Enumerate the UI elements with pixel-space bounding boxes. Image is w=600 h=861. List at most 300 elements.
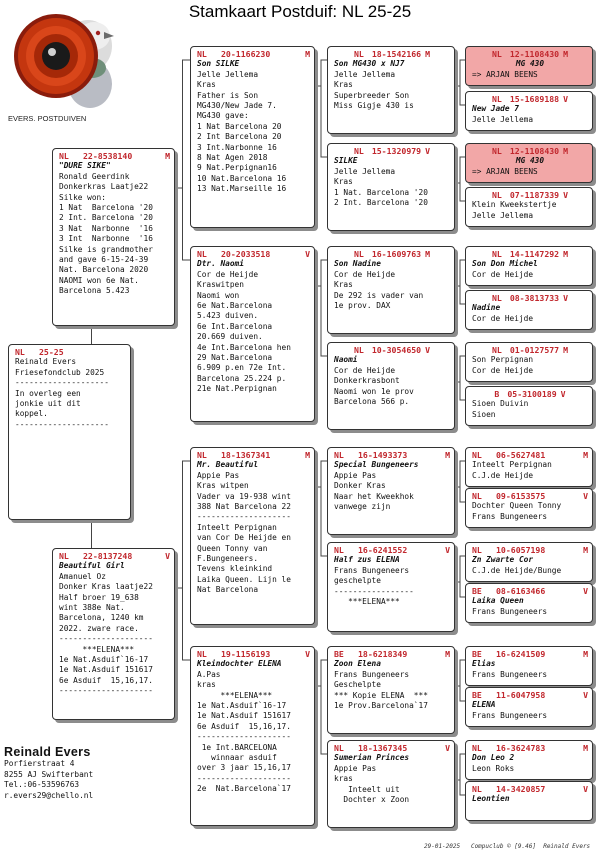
sex-marker: M — [563, 146, 569, 156]
pigeon-info-line: Kras — [197, 80, 216, 90]
pigeon-card-g4-13 — [465, 646, 593, 686]
pigeon-info-line: Cor de Heijde — [472, 269, 534, 279]
pigeon-card-sdd — [327, 342, 455, 430]
pigeon-card-ddd — [327, 740, 455, 828]
sex-marker: V — [425, 345, 431, 355]
connector-sss-g4-2 — [455, 86, 465, 105]
pigeon-info-line: Inteelt uit — [334, 784, 400, 794]
sex-marker: M — [563, 249, 569, 259]
ring-id: 18-6218349 — [358, 649, 408, 659]
logo-caption: EVERS. POSTDUIVEN — [8, 114, 87, 123]
pigeon-info-line: Donker Kras laatje22 — [59, 582, 153, 592]
pigeon-info-line: Jelle Jellema — [197, 69, 259, 79]
pigeon-info-line: 2022. zware race. — [59, 623, 139, 633]
ring-country: NL — [353, 249, 364, 259]
ring-id: 20-1166230 — [221, 49, 271, 59]
ring-id: 16-6241552 — [358, 545, 408, 555]
ring-id: 18-1367345 — [358, 743, 408, 753]
ring-country: NL — [491, 190, 502, 200]
pigeon-info-line: 20.669 duiven. — [197, 332, 263, 342]
sex-marker: M — [583, 743, 588, 753]
pigeon-card-g4-4 — [465, 187, 593, 227]
pigeon-name: Leontien — [472, 794, 510, 804]
pigeon-info-line: Kras witpen — [197, 481, 249, 491]
connector-ds-dsd — [315, 487, 327, 556]
ring-country: NL — [59, 151, 69, 161]
sex-marker: M — [445, 649, 450, 659]
pigeon-info-line: Jelle Jellema — [472, 114, 534, 124]
pigeon-info-line: Queen Tonny van — [197, 543, 268, 553]
connector-dsd-g4-11 — [455, 556, 465, 582]
pigeon-card-ss — [190, 46, 315, 228]
ring-id: 11-6047958 — [496, 690, 546, 700]
pigeon-card-sd — [190, 246, 315, 422]
connector-sds-g4-5 — [455, 260, 465, 286]
sex-marker: V — [563, 190, 569, 200]
pigeon-name: Mr. Beautiful — [197, 460, 259, 470]
pigeon-info-line: 2 Int Barcelona 20 — [197, 132, 282, 142]
pigeon-info-line: => ARJAN BEENS — [472, 166, 538, 176]
pigeon-card-g4-6 — [465, 290, 593, 330]
pigeon-info-line: Superbreeder Son — [334, 90, 410, 100]
sex-marker: M — [583, 649, 588, 659]
ring-id: 10-6057198 — [496, 545, 546, 555]
ring-id: 10-3054650 — [371, 345, 422, 355]
pigeon-info-line: MG430/New Jade 7. — [197, 101, 277, 111]
pigeon-info-line: ***ELENA*** — [197, 690, 273, 700]
pigeon-name: Don Leo 2 — [472, 753, 515, 763]
sex-marker: V — [563, 94, 569, 104]
ring-number — [472, 649, 588, 659]
ring-country: NL — [353, 345, 364, 355]
ring-number — [334, 49, 450, 59]
pigeon-card-dss — [327, 447, 455, 535]
pigeon-info-line: -------------------- — [59, 634, 153, 644]
connector-ds-dss — [315, 461, 327, 487]
pigeon-card-g4-11 — [465, 542, 593, 582]
ring-country: NL — [491, 293, 502, 303]
pigeon-info-line: -------------------- — [15, 419, 109, 429]
ring-number — [472, 190, 588, 200]
connector-sd-sdd — [315, 286, 327, 356]
ring-country: NL — [353, 49, 364, 59]
pigeon-info-line: Donker Kras — [334, 481, 386, 491]
ring-country: NL — [472, 743, 482, 753]
pigeon-info-line: 1e Nat.Asduif 151617 — [59, 665, 153, 675]
ring-id: 08-6163466 — [496, 586, 546, 596]
pigeon-card-dd — [190, 646, 315, 826]
pigeon-card-g4-2 — [465, 91, 593, 131]
ring-number — [472, 491, 588, 501]
pigeon-info-line: Amanuel Oz — [59, 571, 106, 581]
pigeon-info-line: Barcelona 566 p. — [334, 397, 410, 407]
pigeon-card-sss — [327, 46, 455, 134]
pigeon-info-line: Barcelona, 1240 km — [59, 613, 144, 623]
sex-marker: V — [305, 249, 310, 259]
pigeon-info-line: Laika Queen. Lijn le — [197, 574, 291, 584]
pigeon-info-line: Friesefondclub 2025 — [15, 367, 105, 377]
ring-number — [472, 345, 588, 355]
pigeon-info-line: 8 Nat Agen 2018 — [197, 153, 268, 163]
pigeon-info-line: Donkerkrasbont — [334, 376, 400, 386]
pigeon-card-g4-10 — [465, 488, 593, 528]
pigeon-info-line: Cor de Heijde — [197, 269, 259, 279]
ring-country: NL — [472, 491, 482, 501]
pigeon-name: Laika Queen — [472, 596, 524, 606]
ring-number — [334, 146, 450, 156]
pigeon-name: Son Nadine — [334, 259, 381, 269]
pigeon-info-line: Donkerkras Laatje22 — [59, 182, 149, 192]
ring-number — [472, 389, 588, 399]
pigeon-info-line: jonkie uit dit — [15, 399, 81, 409]
ring-number — [472, 249, 588, 259]
ring-id: 19-1156193 — [221, 649, 271, 659]
pigeon-name: MG 430 — [515, 156, 545, 166]
owner-block — [4, 745, 164, 801]
ring-country: NL — [491, 249, 502, 259]
pigeon-info-line: Kraswitpen — [197, 280, 244, 290]
connector-dds-g4-14 — [455, 686, 465, 701]
pigeon-info-line: ----------------- — [334, 586, 414, 596]
pigeon-info-line: Cor de Heijde — [472, 313, 534, 323]
pigeon-name: Half zus ELENA — [334, 555, 400, 565]
pigeon-info-line: and gave 6-15-24-39 — [59, 255, 149, 265]
pigeon-info-line: Frans Bungeneers — [472, 511, 548, 521]
ring-country: BE — [472, 690, 482, 700]
connector-dsd-g4-12 — [455, 582, 465, 597]
pigeon-card-sire — [52, 148, 175, 326]
pigeon-info-line: 1e Nat.Asduif`16-17 — [59, 655, 149, 665]
ring-country: NL — [59, 551, 69, 561]
pigeon-info-line: 3 Int.Narbonne 16 — [197, 142, 277, 152]
sex-marker: V — [305, 649, 310, 659]
connector-sdd-g4-7 — [455, 356, 465, 382]
pigeon-info-line: Appie Pas — [197, 470, 240, 480]
ring-number — [15, 347, 126, 357]
sex-marker: M — [425, 49, 431, 59]
connector-ss-ssd — [315, 86, 327, 157]
connector-ss-sss — [315, 60, 327, 86]
pigeon-info-line: 1e prov. DAX — [334, 301, 391, 311]
ring-id: 20-2033518 — [221, 249, 271, 259]
ring-country: NL — [491, 345, 502, 355]
pigeon-info-line: Inteelt Perpignan — [472, 460, 552, 470]
connector-ssd-g4-3 — [455, 157, 465, 183]
pigeon-info-line: 13 Nat.Marseille 16 — [197, 184, 287, 194]
pigeon-info-line: -------------------- — [197, 773, 291, 783]
pigeon-info-line: 5.423 duiven. — [197, 311, 259, 321]
ring-id: 16-1493373 — [358, 450, 408, 460]
pigeon-info-line: Sioen Duivin — [472, 399, 529, 409]
sex-marker: V — [560, 389, 566, 399]
pigeon-info-line: Silke is grandmother — [59, 244, 153, 254]
owner-phone: Tel.:06-53596763 — [4, 780, 80, 789]
ring-number — [197, 49, 310, 59]
ring-number — [472, 450, 588, 460]
pigeon-info-line: Tevens kleinkind — [197, 564, 273, 574]
pigeon-info-line: C.J.de Heijde — [472, 470, 534, 480]
pigeon-info-line: Klein Kweekstertje — [472, 200, 557, 210]
ring-id: 12-1108430 — [509, 49, 560, 59]
pigeon-info-line: Miss Gigje 430 is — [334, 101, 414, 111]
pigeon-info-line: Frans Bungeneers — [334, 669, 410, 679]
pigeon-info-line: MG430 gave: — [197, 111, 249, 121]
ring-number — [334, 743, 450, 753]
owner-email: r.evers29@chello.nl — [4, 790, 94, 800]
ring-id: 01-0127577 — [509, 345, 560, 355]
ring-number — [472, 545, 588, 555]
pigeon-info-line: Dochter Queen Tonny — [472, 501, 562, 511]
pigeon-info-line: Naomi won — [197, 290, 240, 300]
owner-postcode: 8255 AJ Swifterbant — [4, 769, 94, 779]
ring-country: B — [494, 389, 500, 399]
ring-id: 16-3624783 — [496, 743, 546, 753]
pigeon-name: "DURE SIKE" — [59, 161, 111, 171]
ring-id: 16-1609763 — [371, 249, 422, 259]
pigeon-info-line: Nat. Barcelona 2020 — [59, 265, 149, 275]
owner-name: Reinald Evers — [4, 745, 91, 759]
ring-country: NL — [472, 545, 482, 555]
ring-number — [472, 94, 588, 104]
ring-id: 08-3813733 — [509, 293, 560, 303]
ring-country: BE — [472, 586, 482, 596]
connector-dd-ddd — [315, 686, 327, 754]
sex-marker: M — [563, 49, 569, 59]
ring-number — [472, 49, 588, 59]
pigeon-info-line: Naar het Kweekhok — [334, 491, 414, 501]
ring-country: BE — [334, 649, 344, 659]
pigeon-info-line: Leon Roks — [472, 763, 515, 773]
owner-address: Porfierstraat 4 — [4, 759, 75, 768]
pigeon-card-dsd — [327, 542, 455, 632]
ring-number — [334, 345, 450, 355]
pigeon-info-line: 4e Int.Barcelona hen — [197, 342, 291, 352]
pigeon-info-line: Kras — [334, 80, 353, 90]
pigeon-info-line: 1e Nat.Asduif 151617 — [197, 711, 291, 721]
connector-sire-ss — [175, 60, 190, 188]
ring-id: 14-1147292 — [509, 249, 560, 259]
pigeon-info-line: Cor de Heijde — [472, 365, 534, 375]
ring-country: NL — [472, 784, 482, 794]
pigeon-info-line: Ronald Geerdink — [59, 171, 130, 181]
pigeon-info-line: over 3 jaar 15,16,17 — [197, 763, 291, 773]
pigeon-info-line: Cor de Heijde — [334, 365, 396, 375]
pigeon-info-line: 3 Nat Narbonne '16 — [59, 223, 153, 233]
pigeon-card-g4-3 — [465, 143, 593, 183]
pigeon-info-line: Silke won: — [59, 192, 106, 202]
ring-id: 09-6153575 — [496, 491, 546, 501]
ring-number — [472, 293, 588, 303]
connector-sd-sds — [315, 260, 327, 286]
pigeon-info-line: Jelle Jellema — [472, 210, 534, 220]
pigeon-card-dam — [52, 548, 175, 720]
pigeon-info-line: -------------------- — [15, 378, 109, 388]
pigeon-name: Sumerian Princes — [334, 753, 410, 763]
pigeon-info-line: Kras — [334, 177, 353, 187]
sex-marker: V — [165, 551, 170, 561]
connector-ddd-g4-15 — [455, 754, 465, 780]
pigeon-info-line: 1 Nat Barcelona '20 — [59, 203, 153, 213]
pigeon-info-line: 2e Nat.Barcelona`17 — [197, 784, 291, 794]
pigeon-info-line: Half broer 19_638 — [59, 592, 139, 602]
pigeon-info-line: Geschelpte — [334, 680, 381, 690]
pigeon-info-line: 21e Nat.Perpignan — [197, 384, 277, 394]
pigeon-name: Dtr. Naomi — [197, 259, 244, 269]
pigeon-info-line: koppel. — [15, 409, 48, 419]
ring-number — [197, 649, 310, 659]
pigeon-info-line: 2 Int. Barcelona '20 — [334, 198, 428, 208]
pigeon-info-line: 6e Asduif 15,16,17. — [59, 675, 153, 685]
pigeon-card-g4-16 — [465, 781, 593, 821]
pigeon-info-line: Frans Bungeneers — [472, 710, 548, 720]
sex-marker: M — [165, 151, 170, 161]
ring-id: 22-8538140 — [83, 151, 133, 161]
sex-marker: V — [563, 293, 569, 303]
pigeon-name: Naomi — [334, 355, 358, 365]
connector-dam-ds — [175, 461, 190, 588]
pigeon-info-line: 6e Nat.Barcelona — [197, 301, 273, 311]
pigeon-card-g4-9 — [465, 447, 593, 487]
ring-country: NL — [353, 146, 364, 156]
ring-number — [472, 690, 588, 700]
pigeon-name: Zoon Elena — [334, 659, 381, 669]
pigeon-card-g4-8 — [465, 386, 593, 426]
pigeon-name: Elias — [472, 659, 496, 669]
pigeon-card-dds — [327, 646, 455, 734]
pigeon-info-line: Sioen — [472, 409, 496, 419]
pigeon-name: Son SILKE — [197, 59, 240, 69]
connector-sire-sd — [175, 188, 190, 260]
pigeon-info-line: => ARJAN BEENS — [472, 69, 538, 79]
sex-marker: V — [425, 146, 431, 156]
sex-marker: V — [583, 690, 588, 700]
pigeon-info-line: 9 Nat.Perpignan16 — [197, 163, 277, 173]
pigeon-info-line: Frans Bungeneers — [334, 565, 410, 575]
pigeon-info-line: Father is Son — [197, 90, 259, 100]
pigeon-info-line: -------------------- — [197, 732, 291, 742]
connector-ssd-g4-4 — [455, 183, 465, 201]
ring-id: 14-3420857 — [496, 784, 546, 794]
ring-id: 07-1187339 — [509, 190, 560, 200]
ring-country: NL — [15, 347, 25, 357]
ring-country: BE — [472, 649, 482, 659]
pigeon-info-line: 1e Nat.Asduif`16-17 — [197, 701, 287, 711]
pigeon-info-line: C.J.de Heijde/Bunge — [472, 565, 562, 575]
sex-marker: M — [583, 450, 588, 460]
pigeon-info-line: 388 Nat Barcelona 22 — [197, 502, 291, 512]
pigeon-card-ds — [190, 447, 315, 625]
sex-marker: V — [445, 743, 450, 753]
pigeon-card-subject — [8, 344, 131, 520]
connector-dss-g4-10 — [455, 487, 465, 502]
pigeon-info-line: Son Perpignan — [472, 355, 534, 365]
sex-marker: M — [305, 49, 310, 59]
pigeon-name: SILKE — [334, 156, 358, 166]
ring-country: NL — [491, 146, 502, 156]
ring-country: NL — [491, 49, 502, 59]
connector-dds-g4-13 — [455, 660, 465, 686]
pigeon-info-line: 1 Nat Barcelona 20 — [197, 121, 282, 131]
connector-ddd-g4-16 — [455, 780, 465, 795]
pigeon-name: Kleindochter ELENA — [197, 659, 282, 669]
pigeon-info-line: 1 Nat. Barcelona '20 — [334, 187, 428, 197]
pigeon-info-line: ***ELENA*** — [59, 644, 135, 654]
ring-country: NL — [197, 49, 207, 59]
pigeon-name: Zn Zwarte Cor — [472, 555, 534, 565]
pigeon-name: Son Don Michel — [472, 259, 538, 269]
pigeon-info-line: Barcelona 25.224 p. — [197, 373, 287, 383]
pigeon-card-g4-7 — [465, 342, 593, 382]
ring-country: NL — [197, 450, 207, 460]
pigeon-name: Nadine — [472, 303, 501, 313]
pigeon-info-line: Nat Barcelona — [197, 585, 259, 595]
ring-number — [472, 146, 588, 156]
ring-number — [334, 545, 450, 555]
pigeon-info-line: 10 Nat.Barcelona 16 — [197, 173, 287, 183]
pigeon-info-line: F.Bungeneers. — [197, 554, 259, 564]
ring-id: 16-6241509 — [496, 649, 546, 659]
ring-id: 25-25 — [39, 347, 64, 357]
ring-country: NL — [197, 249, 207, 259]
ring-number — [334, 249, 450, 259]
pigeon-info-line: *** Kopie ELENA *** — [334, 690, 428, 700]
ring-id: 15-1689188 — [509, 94, 560, 104]
pigeon-info-line: Appie Pas — [334, 470, 377, 480]
pigeon-info-line: kras — [334, 774, 353, 784]
ring-id: 06-5627481 — [496, 450, 546, 460]
pigeon-name: MG 430 — [515, 59, 545, 69]
pigeon-info-line: -------------------- — [197, 512, 291, 522]
ring-id: 18-1542166 — [371, 49, 422, 59]
connector-sds-g4-6 — [455, 286, 465, 304]
sex-marker: M — [583, 545, 588, 555]
ring-number — [59, 151, 170, 161]
ring-id: 12-1108430 — [509, 146, 560, 156]
connector-dd-dds — [315, 660, 327, 686]
pigeon-info-line: Appie Pas — [334, 763, 377, 773]
ring-number — [59, 551, 170, 561]
sex-marker: M — [563, 345, 569, 355]
connector-dam-dd — [175, 588, 190, 660]
sex-marker: V — [445, 545, 450, 555]
pigeon-info-line: Vader va 19-938 wint — [197, 491, 291, 501]
pigeon-info-line: 1e Prov.Barcelona`17 — [334, 701, 428, 711]
pigeon-info-line: 3 Int Narbonne '16 — [59, 234, 153, 244]
pigeon-info-line: In overleg een — [15, 388, 81, 398]
pigeon-info-line: -------------------- — [59, 686, 153, 696]
ring-number — [197, 450, 310, 460]
pigeon-card-g4-1 — [465, 46, 593, 86]
ring-number — [472, 784, 588, 794]
pigeon-info-line: wint 388e Nat. — [59, 603, 125, 613]
ring-id: 05-3100189 — [507, 389, 557, 399]
sex-marker: M — [445, 450, 450, 460]
pigeon-name: Son MG430 x NJ7 — [334, 59, 405, 69]
pigeon-info-line: A.Pas — [197, 669, 221, 679]
pigeon-info-line: 2 Int. Barcelona '20 — [59, 213, 153, 223]
pigeon-info-line: vanwege zijn — [334, 502, 391, 512]
ring-country: NL — [491, 94, 502, 104]
connector-sss-g4-1 — [455, 60, 465, 86]
pigeon-info-line: winnaar asduif — [197, 753, 277, 763]
ring-country: NL — [334, 545, 344, 555]
pigeon-info-line: NAOMI won 6e Nat. — [59, 275, 139, 285]
pigeon-info-line: Frans Bungeneers — [472, 669, 548, 679]
ring-country: NL — [334, 450, 344, 460]
pigeon-info-line: Dochter x Zoon — [334, 795, 410, 805]
pigeon-name: Beautiful Girl — [59, 561, 125, 571]
pigeon-info-line: geschelpte — [334, 576, 381, 586]
